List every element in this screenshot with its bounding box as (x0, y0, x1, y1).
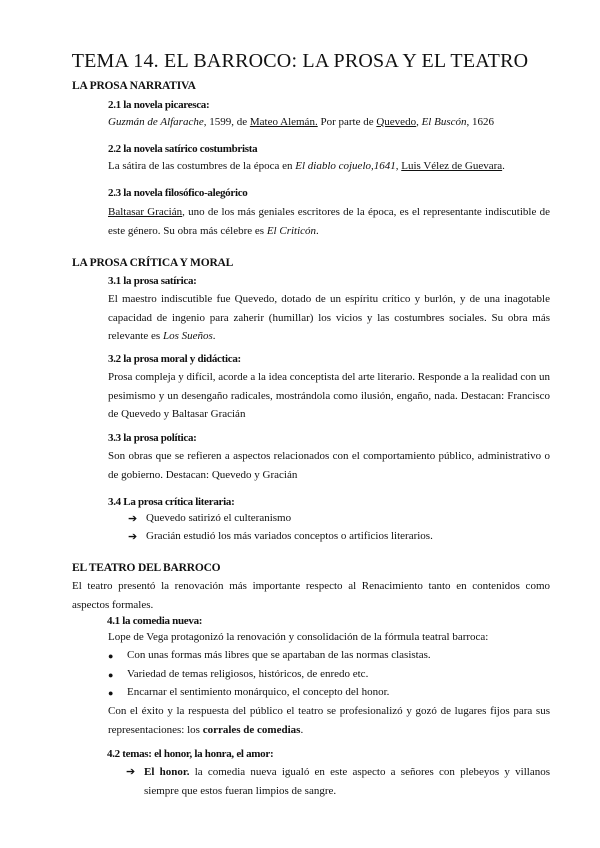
paragraph-novela-satirica: La sátira de las costumbres de la época en El diablo cojuelo,1641, Luis Vélez de Guevara. (108, 160, 505, 172)
subheading-prosa-moral: 3.2 la prosa moral y didáctica: (108, 353, 241, 365)
paragraph-el-honor: El honor. la comedia nueva igualó en este aspecto a señores con plebeyos y villanos siempre que estos fueran limpios de sangre. (144, 766, 550, 797)
subheading-prosa-politica: 3.3 la prosa política: (108, 432, 197, 444)
subheading-comedia-nueva: 4.1 la comedia nueva: (107, 615, 203, 627)
arrow-icon: ➔ (126, 766, 136, 778)
paragraph-comedia-lead: Lope de Vega protagonizó la renovación y consolidación de la fórmula teatral barroca: (108, 631, 489, 643)
section-heading-prosa-narrativa: LA PROSA NARRATIVA (72, 80, 196, 92)
paragraph-prosa-moral: Prosa compleja y difícil, acorde a la idea conceptista del arte literario. Responde a la realidad con un pesimismo y un desengaño radicales, mostrándola como ilusión, engaño, nada. Destacan: Francisco de Quevedo y Baltasar Gracián (108, 371, 550, 420)
section-heading-prosa-critica: LA PROSA CRÍTICA Y MORAL (72, 257, 234, 269)
arrow-icon: ➔ (128, 531, 138, 543)
list-item: Variedad de temas religiosos, históricos, de enredo etc. (127, 668, 369, 680)
list-item: Con unas formas más libres que se apartaban de las normas clasistas. (127, 649, 431, 661)
list-item: Gracián estudió los más variados conceptos o artificios literarios. (146, 530, 433, 542)
subheading-novela-picaresca: 2.1 la novela picaresca: (108, 99, 210, 111)
arrow-icon: ➔ (128, 513, 138, 525)
subheading-novela-satirica: 2.2 la novela satírico costumbrista (108, 143, 258, 155)
subheading-prosa-critica-literaria: 3.4 La prosa crítica literaria: (108, 496, 235, 508)
paragraph-prosa-politica: Son obras que se refieren a aspectos relacionados con el comportamiento público, administrativo o de gobierno. Destacan: Quevedo y Gracián (108, 450, 550, 481)
paragraph-corrales: Con el éxito y la respuesta del público el teatro se profesionalizó y gozó de lugares fijos para sus representaciones: los corrales de comedias. (108, 705, 550, 736)
list-item: Quevedo satirizó el culteranismo (146, 512, 292, 524)
bullet-icon: ● (108, 651, 114, 661)
section-heading-teatro: EL TEATRO DEL BARROCO (72, 562, 221, 574)
paragraph-teatro-intro: El teatro presentó la renovación más importante respecto al Renacimiento tanto en contenidos como aspectos formales. (72, 580, 550, 611)
subheading-temas: 4.2 temas: el honor, la honra, el amor: (107, 748, 274, 760)
list-item: Encarnar el sentimiento monárquico, el concepto del honor. (127, 686, 390, 698)
paragraph-prosa-satirica: El maestro indiscutible fue Quevedo, dotado de un espíritu crítico y burlón, y de una inagotable capacidad de ingenio para zaherir (humillar) los vicios y las costumbres sociales. Su obra más relevante es Los Sueños. (108, 293, 550, 342)
bullet-icon: ● (108, 688, 114, 698)
paragraph-novela-filosofica: Baltasar Gracián, uno de los más geniales escritores de la época, es el representante indiscutible de este género. Su obra más célebre es El Criticón. (108, 206, 550, 237)
paragraph-novela-picaresca: Guzmán de Alfarache, 1599, de Mateo Alemán. Por parte de Quevedo, El Buscón, 1626 (108, 116, 494, 128)
page-title: TEMA 14. EL BARROCO: LA PROSA Y EL TEATRO (71, 50, 529, 72)
bullet-icon: ● (108, 670, 114, 680)
subheading-novela-filosofica: 2.3 la novela filosófico-alegórico (108, 187, 248, 199)
subheading-prosa-satirica: 3.1 la prosa satírica: (108, 275, 197, 287)
